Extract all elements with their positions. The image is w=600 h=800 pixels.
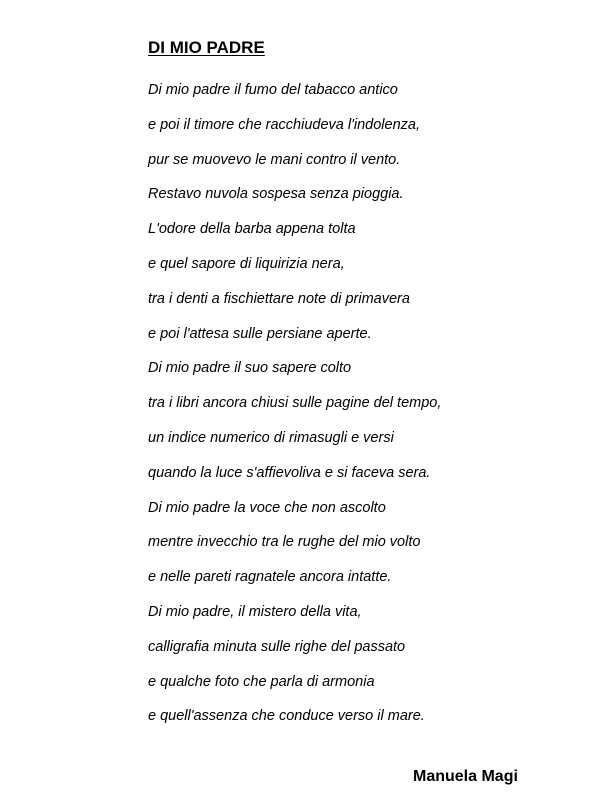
poem-body bbox=[148, 80, 441, 741]
poem-line: mentre invecchio tra le rughe del mio volto bbox=[148, 534, 421, 551]
poem-line: quando la luce s'affievoliva e si faceva sera. bbox=[148, 464, 431, 481]
poem-line: tra i libri ancora chiusi sulle pagine del tempo, bbox=[148, 395, 442, 412]
poem-line: Di mio padre la voce che non ascolto bbox=[148, 499, 386, 516]
poem-line: tra i denti a fischiettare note di primavera bbox=[148, 290, 410, 307]
poem-line: Di mio padre il fumo del tabacco antico bbox=[148, 82, 398, 98]
poem-title: DI MIO PADRE bbox=[148, 38, 265, 57]
poem-line: e poi il timore che racchiudeva l'indolenza, bbox=[148, 116, 420, 133]
poem-line: e quell'assenza che conduce verso il mare. bbox=[148, 708, 425, 725]
poem-line: Di mio padre, il mistero della vita, bbox=[148, 603, 362, 620]
poem-line: Restavo nuvola sospesa senza pioggia. bbox=[148, 186, 404, 203]
poem-line: e poi l'attesa sulle persiane aperte. bbox=[148, 325, 372, 342]
author-signature: Manuela Magi bbox=[413, 768, 518, 785]
poem-line: calligrafia minuta sulle righe del passato bbox=[148, 638, 406, 655]
poem-line: un indice numerico di rimasugli e versi bbox=[148, 429, 394, 446]
poem-line: e nelle pareti ragnatele ancora intatte. bbox=[148, 569, 392, 586]
poem-line: Di mio padre il suo sapere colto bbox=[148, 360, 352, 377]
poem-line: e quel sapore di liquirizia nera, bbox=[148, 255, 345, 272]
poem-line: L'odore della barba appena tolta bbox=[148, 221, 356, 238]
poem-line: pur se muovevo le mani contro il vento. bbox=[148, 151, 401, 168]
poem-line: e qualche foto che parla di armonia bbox=[148, 673, 375, 690]
